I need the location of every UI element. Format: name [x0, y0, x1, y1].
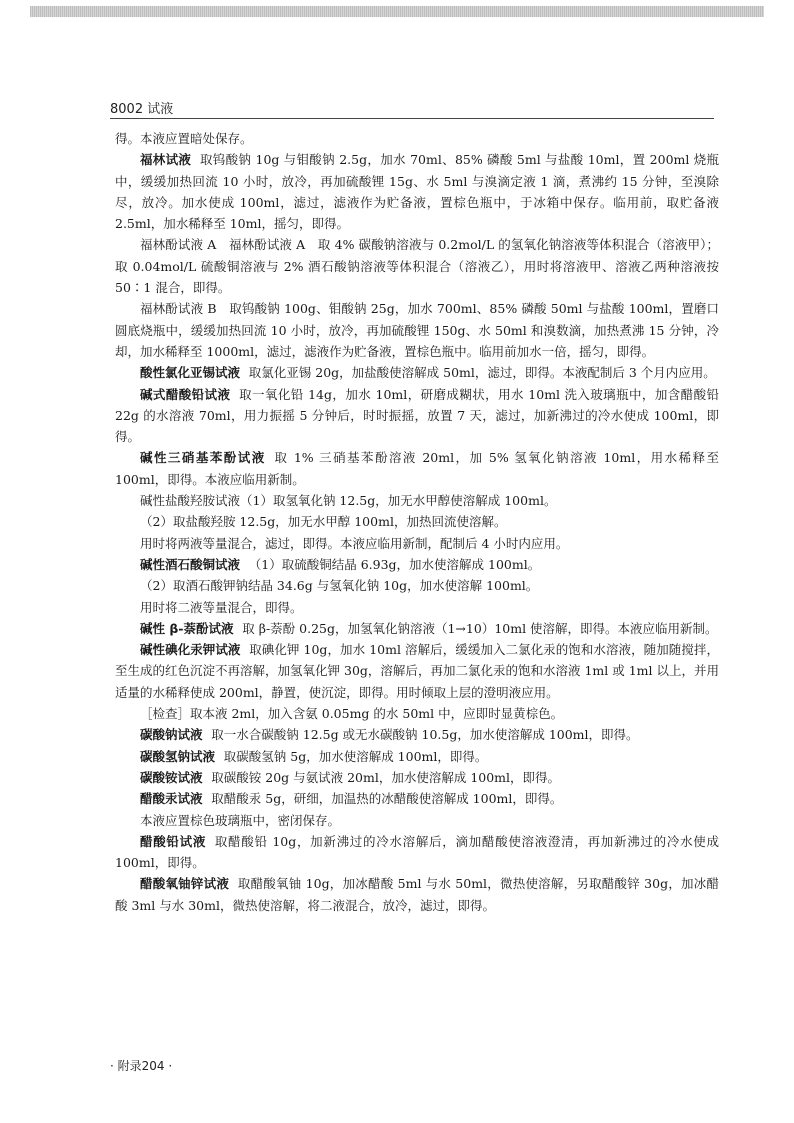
paragraph-text: 取 β-萘酚 0.25g，加氢氧化钠溶液（1→10）10ml 使溶解，即得。本液应临用新制。 [242, 620, 718, 636]
paragraph [115, 873, 719, 916]
paragraph [115, 810, 719, 831]
reagent-term: 碳酸铵试液 [140, 769, 203, 785]
header-rule [110, 118, 714, 119]
paragraph [115, 149, 719, 234]
paragraph-text: 福林酚试液 B 取钨酸钠 100g、钼酸钠 25g，加水 700ml、85% 磷酸 50ml 与盐酸 100ml，置磨口圆底烧瓶中，缓缓加热回流 10 小时，放冷，再加硫酸锂 150g、水 50ml 和溴数滴，加热煮沸 15 分钟，冷却，加水稀释至 1000ml，滤过，滤液作为贮备液，置棕色瓶中。临用前加水一倍，摇匀，即得。 [115, 301, 719, 359]
paragraph-text: 取碳酸氢钠 5g，加水使溶解成 100ml，即得。 [223, 748, 488, 764]
paragraph [115, 128, 719, 149]
paragraph [115, 384, 719, 448]
paragraph [115, 746, 719, 767]
paragraph-text: （1）取硫酸铜结晶 6.93g，加水使溶解成 100ml。 [248, 556, 541, 572]
paragraph [115, 767, 719, 788]
reagent-term: 碱性三硝基苯酚试液 [140, 450, 266, 466]
paragraph [115, 234, 719, 298]
paragraph [115, 533, 719, 554]
body-text [115, 128, 719, 916]
paragraph [115, 447, 719, 490]
paragraph-text: 取钨酸钠 10g 与钼酸钠 2.5g，加水 70ml、85% 磷酸 5ml 与盐酸 10ml，置 200ml 烧瓶中，缓缓加热回流 10 小时，放冷，再加硫酸锂 15g、水 5ml 与溴滴定液 1 滴，煮沸约 15 分钟，至溴除尽，放冷。加水使成 100ml，滤过，滤液作为贮备液，置棕色瓶中，于冰箱中保存。临用前，取贮备液 2.5ml，加水稀释至 10ml，摇匀，即得。 [115, 152, 719, 232]
reagent-term: 碳酸钠试液 [140, 727, 203, 743]
paragraph-text: （2）取酒石酸钾钠结晶 34.6g 与氢氧化钠 10g，加水使溶解 100ml。 [140, 578, 539, 594]
paragraph [115, 639, 719, 703]
paragraph [115, 298, 719, 362]
paragraph-text: ［检查］取本液 2ml，加入含氨 0.05mg 的水 50ml 中，应即时显黄棕色。 [140, 706, 564, 722]
reagent-term: 福林试液 [140, 152, 192, 168]
paragraph-text: 取醋酸汞 5g，研细，加温热的冰醋酸使溶解成 100ml，即得。 [211, 791, 563, 807]
reagent-term: 醋酸氧铀锌试液 [140, 876, 230, 892]
reagent-term: 醋酸汞试液 [140, 791, 203, 807]
reagent-term: 碱性酒石酸铜试液 [140, 556, 241, 572]
paragraph [115, 554, 719, 575]
paragraph-text: 得。本液应置暗处保存。 [115, 131, 253, 146]
paragraph [115, 597, 719, 618]
paragraph-text: 碱性盐酸羟胺试液（1）取氢氧化钠 12.5g，加无水甲醇使溶解成 100ml。 [140, 493, 557, 509]
reagent-term: 碱式醋酸铅试液 [140, 386, 231, 402]
paragraph [115, 724, 719, 745]
paragraph-text: 用时将两液等量混合，滤过，即得。本液应临用新制，配制后 4 小时内应用。 [140, 535, 569, 551]
reagent-term: 碱性 β-萘酚试液 [140, 620, 234, 636]
paragraph [115, 511, 719, 532]
paragraph-text: 取 1% 三硝基苯酚溶液 20ml，加 5% 氢氧化钠溶液 10ml，用水稀释至 100ml，即得。本液应临用新制。 [115, 450, 719, 487]
paragraph-text: 取醋酸氧铀 10g，加冰醋酸 5ml 与水 50ml，微热使溶解，另取醋酸锌 30g，加冰醋酸 3ml 与水 30ml，微热使溶解，将二液混合，放冷，滤过，即得。 [115, 876, 719, 913]
paragraph [115, 788, 719, 809]
reagent-term: 碳酸氢钠试液 [140, 748, 216, 764]
paragraph [115, 618, 719, 639]
reagent-term: 酸性氯化亚锡试液 [140, 365, 241, 381]
paragraph-text: 用时将二液等量混合，即得。 [140, 599, 303, 615]
paragraph [115, 362, 719, 383]
paragraph [115, 575, 719, 596]
paragraph-text: 取醋酸铅 10g，加新沸过的冷水溶解后，滴加醋酸使溶液澄清，再加新沸过的冷水使成 100ml，即得。 [115, 833, 719, 871]
paragraph [115, 490, 719, 511]
paragraph-text: 本液应置棕色玻璃瓶中，密闭保存。 [140, 812, 341, 828]
paragraph-text: 取氯化亚锡 20g，加盐酸使溶解成 50ml，滤过，即得。本液配制后 3 个月内应用。 [248, 365, 716, 381]
paragraph [115, 703, 719, 724]
paragraph [115, 831, 719, 874]
paragraph-text: （2）取盐酸羟胺 12.5g，加无水甲醇 100ml，加热回流使溶解。 [140, 514, 507, 530]
reagent-term: 醋酸铅试液 [140, 833, 207, 849]
paragraph-text: 取一氧化铅 14g，加水 10ml，研磨成糊状，用水 10ml 洗入玻璃瓶中，加含醋酸铅 22g 的水溶液 70ml，用力振摇 5 分钟后，时时振摇，放置 7 天，滤过，加新沸过的冷水使成 100ml，即得。 [115, 386, 719, 445]
page-number: · 附录204 · [110, 1059, 173, 1073]
paragraph-text: 取一水合碳酸钠 12.5g 或无水碳酸钠 10.5g，加水使溶解成 100ml，即得。 [211, 727, 639, 743]
running-head: 8002 试液 [110, 102, 174, 117]
reagent-term: 碱性碘化汞钾试液 [140, 642, 241, 658]
scan-edge-band [30, 6, 764, 17]
paragraph-text: 取碘化钾 10g，加水 10ml 溶解后，缓缓加入二氯化汞的饱和水溶液，随加随搅拌，至生成的红色沉淀不再溶解，加氢氧化钾 30g，溶解后，再加二氯化汞的饱和水溶液 1ml 或 1ml 以上，并用适量的水稀释使成 200ml，静置，使沉淀，即得。用时倾取上层的澄明液应用。 [115, 642, 719, 700]
paragraph-text: 取碳酸铵 20g 与氨试液 20ml，加水使溶解成 100ml，即得。 [211, 769, 561, 785]
paragraph-text: 福林酚试液 A 福林酚试液 A 取 4% 碳酸钠溶液与 0.2mol/L 的氢氧化钠溶液等体积混合（溶液甲）；取 0.04mol/L 硫酸铜溶液与 2% 酒石酸钠溶液等体积混合（溶液乙），用时将溶液甲、溶液乙两种溶液按 50∶1 混合，即得。 [115, 237, 719, 296]
